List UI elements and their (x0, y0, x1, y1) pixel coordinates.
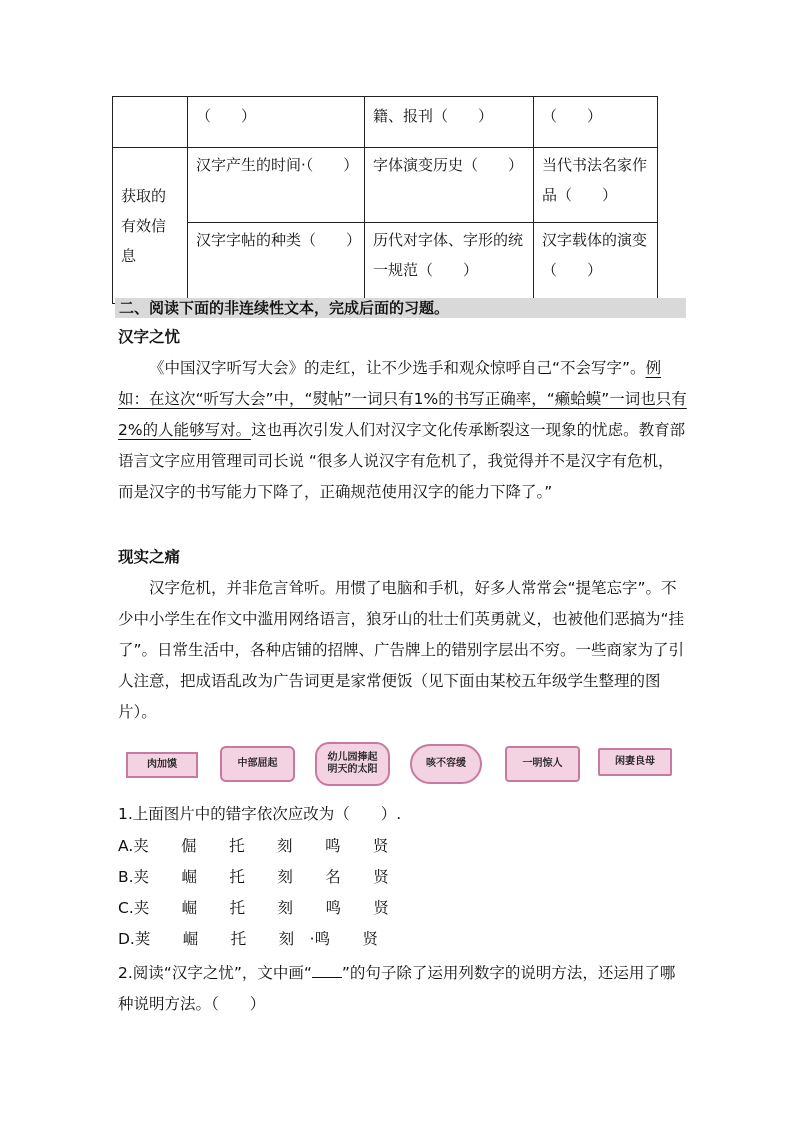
q1-option-d: D.荚 崛 托 刻 ·鸣 贤 (118, 930, 378, 948)
sign-images (0, 742, 794, 792)
table-cell: 汉字字帖的种类（ ） (188, 223, 365, 304)
q1-stem: 1.上面图片中的错字依次应改为（ ）. (118, 805, 402, 823)
part2-paragraph: 汉字危机，并非危言耸听。用惯了电脑和手机，好多人常常会“提笔忘字”。不少中小学生在作文中滥用网络语言，狼牙山的壮士们英勇就义，也被他们恶搞为“挂了”。日常生活中，各种店铺的招牌、广告牌上的错别字层出不穷。一些商家为了引人注意，把成语乱改为广告词更是家常便饭（见下面由某校五年级学生整理的图片）。 (118, 579, 685, 721)
sign-image: 一明惊人 (505, 746, 580, 782)
table-cell: 汉字载体的演变（ ） (534, 223, 658, 304)
section-heading: 二、阅读下面的非连续性文本，完成后面的习题。 (115, 298, 686, 318)
q2-stem (118, 958, 688, 1020)
rest-text: 这也再次引发人们对汉字文化传承断裂这一现象的忧虑。教育部语言文字应用管理司司长说 “很多人说汉字有危机了，我觉得并不是汉字有危机，而是汉字的书写能力下降了，正确规范使用汉字的能力下降了。” (118, 421, 686, 501)
table-cell: 当代书法名家作品（ ） (534, 148, 658, 223)
sign-image: 咳不容缓 (410, 744, 482, 784)
underline-mark (312, 963, 342, 978)
sign-image: 幼儿园捧起明天的太阳 (315, 742, 390, 786)
table-cell: 籍、报刊（ ） (365, 97, 534, 148)
table-cell: 历代对字体、字形的统一规范（ ） (365, 223, 534, 304)
q2-stem-b: ”的句子除了运用列数字的说明方法，还运用了哪种说明方法。（ ） (118, 964, 676, 1013)
table-cell: （ ） (534, 97, 658, 148)
lead-text: 《中国汉字听写大会》的走红，让不少选手和观众惊呼自己“不会写字”。 (149, 359, 646, 377)
q1-option-a: A.夹 倔 托 刻 鸣 贤 (118, 837, 389, 855)
table-cell: 汉字产生的时间·（ ） (188, 148, 365, 223)
part1-block (118, 322, 688, 508)
part1-title: 汉字之忧 (118, 328, 181, 346)
sign-image: 中部屈起 (220, 746, 295, 782)
underlined-sentence: 例如：在这次“听写大会”中，“熨帖”一词只有1%的书写正确率，“癞蛤蟆”一词也只有2%的人能够写对。 (118, 359, 687, 439)
q1-option-c: C.夹 崛 托 刻 鸣 贤 (118, 899, 389, 917)
part2-block (118, 542, 688, 728)
q1-option-b: B.夹 崛 托 刻 名 贤 (118, 868, 389, 886)
sign-image: 肉加馍 (126, 752, 198, 778)
table-cell: 字体演变历史（ ） (365, 148, 534, 223)
table-cell: （ ） (188, 97, 365, 148)
part1-paragraph (118, 353, 688, 508)
part2-title: 现实之痛 (118, 548, 181, 566)
table-cell (113, 97, 188, 148)
q2-stem-a: 2.阅读“汉字之忧”，文中画“ (118, 964, 312, 982)
info-table (112, 96, 658, 304)
sign-image: 闲妻良母 (598, 748, 672, 776)
row-header: 获取的有效信息 (113, 148, 188, 304)
